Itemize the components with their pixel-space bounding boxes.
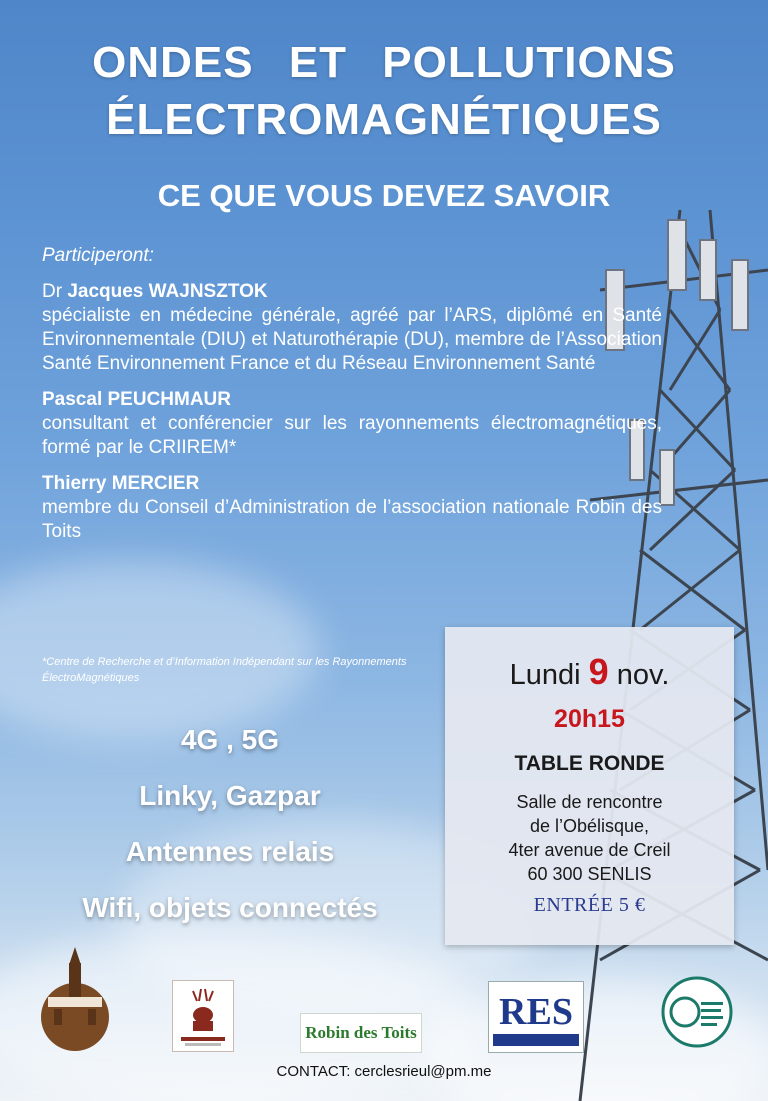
title-line-1: ONDES ET POLLUTIONS	[92, 38, 676, 87]
venue-line: 4ter avenue de Creil	[508, 840, 671, 860]
title-line-2: ÉLECTROMAGNÉTIQUES	[106, 95, 662, 144]
res-logo	[488, 981, 584, 1053]
event-day: 9	[588, 651, 609, 692]
event-type: TABLE RONDE	[514, 752, 665, 775]
deer-logo	[172, 980, 234, 1052]
topic-item: 4G , 5G	[180, 724, 280, 755]
event-month: nov.	[616, 659, 670, 691]
res-logo-text: RES	[499, 991, 573, 1033]
subtitle: CE QUE VOUS DEVEZ SAVOIR	[157, 178, 611, 213]
participant-description: membre du Conseil d’Administration de l’association nationale Robin des Toits	[42, 497, 662, 542]
topic-item: Antennes relais	[125, 836, 335, 867]
participant-prefix: Dr	[42, 281, 68, 302]
participants-intro: Participeront:	[42, 245, 154, 266]
venue-line: de l’Obélisque,	[529, 816, 650, 836]
association-circle-logo	[661, 976, 733, 1048]
event-entry-price: ENTRÉE 5 €	[533, 894, 646, 916]
church-logo	[36, 945, 114, 1055]
topics-list	[30, 712, 430, 936]
contact-line: CONTACT: cerclesrieul@pm.me	[276, 1063, 492, 1080]
robin-des-toits-logo: Robin des Toits	[300, 1013, 422, 1053]
participant-1	[42, 280, 662, 376]
venue-line: 60 300 SENLIS	[527, 864, 652, 884]
participant-name	[42, 280, 662, 304]
participant-2	[42, 388, 662, 460]
event-time: 20h15	[554, 705, 625, 733]
participant-3	[42, 472, 662, 544]
event-venue	[445, 790, 734, 886]
event-weekday: Lundi	[509, 659, 581, 691]
event-date	[445, 651, 734, 693]
participants-section	[42, 244, 662, 556]
participant-description: consultant et conférencier sur les rayonnements électromagnétiques, formé par le CRIIREM*	[42, 413, 662, 458]
participant-description: spécialiste en médecine générale, agréé par l’ARS, diplômé en Santé Environnementale (DIU) et Naturothérapie (DU), membre de l’Association Santé Environnement France et du Réseau Environnement Santé	[42, 305, 662, 374]
topic-item: Wifi, objets connectés	[82, 892, 378, 923]
participant-name-text: Thierry MERCIER	[42, 473, 200, 494]
venue-line: Salle de rencontre	[516, 792, 663, 812]
participant-name-text: Jacques WAJNSZTOK	[67, 281, 268, 302]
topic-item: Linky, Gazpar	[139, 780, 321, 811]
participant-name-text: Pascal PEUCHMAUR	[42, 389, 231, 410]
event-info-box	[445, 627, 734, 945]
footnote: *Centre de Recherche et d’Information Indépendant sur les Rayonnements ÉlectroMagnétiques	[42, 656, 407, 684]
